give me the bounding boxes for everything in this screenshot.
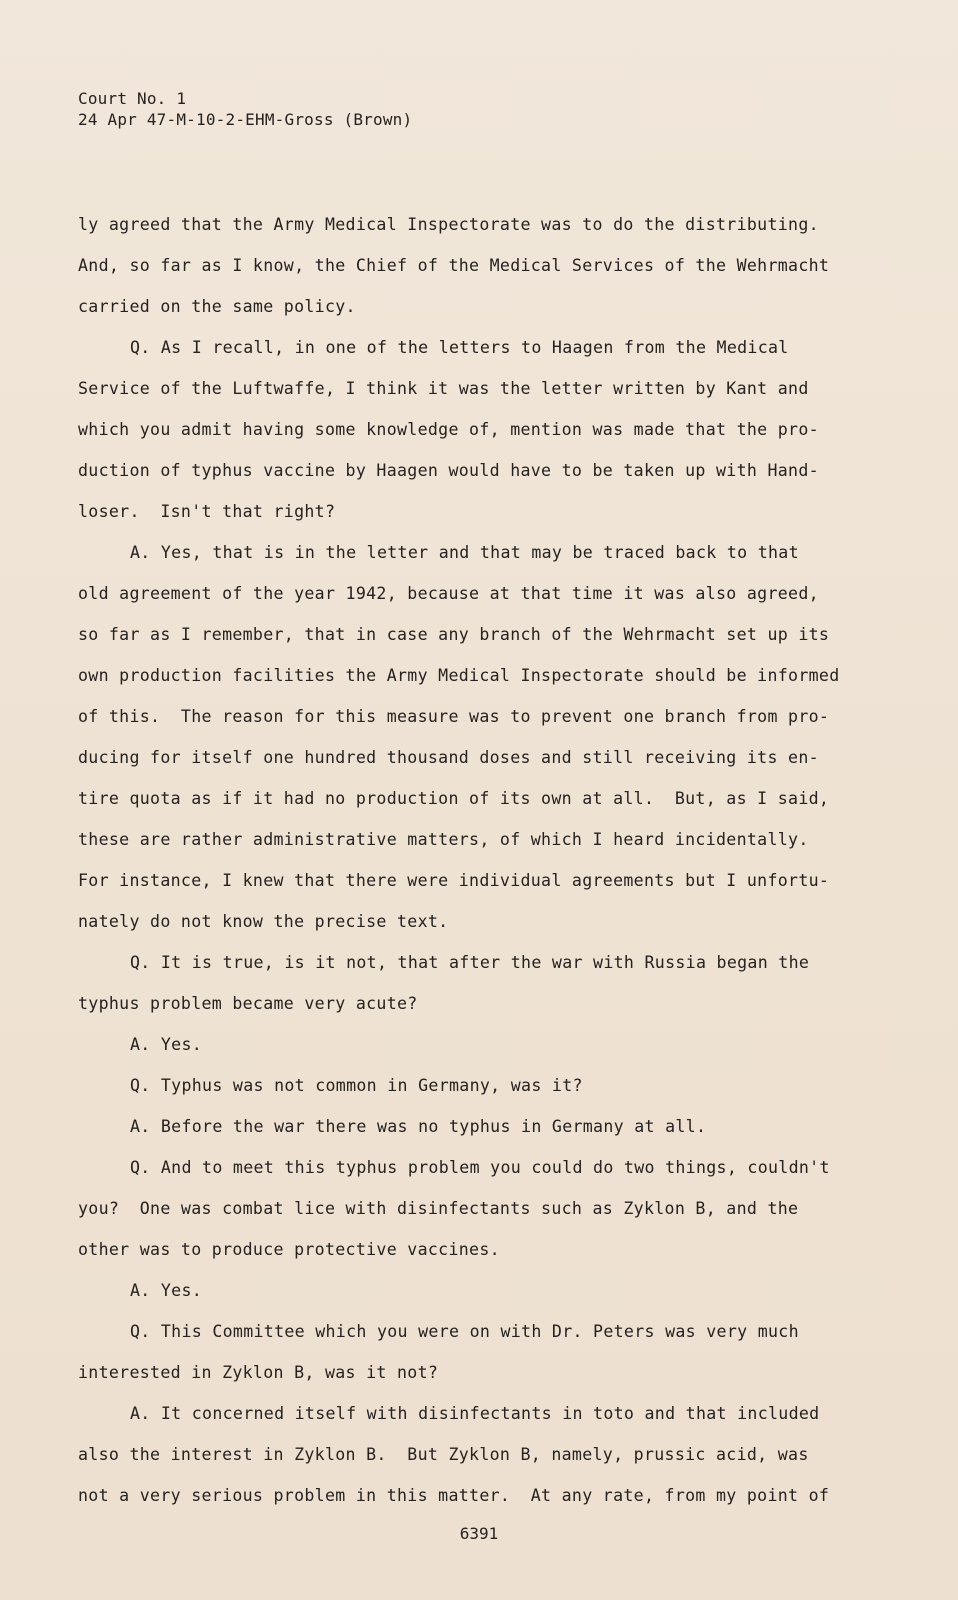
text-line: you? One was combat lice with disinfectants such as Zyklon B, and the [78,1199,799,1218]
text-line: tire quota as if it had no production of its own at all. But, as I said, [78,789,830,808]
text-line: other was to produce protective vaccines. [78,1240,500,1259]
answer-line: A. Before the war there was no typhus in Germany at all. [130,1117,707,1136]
answer-line: A. Yes. [130,1035,203,1054]
text-line: typhus problem became very acute? [78,994,418,1013]
answer-line: A. It concerned itself with disinfectants in toto and that included [130,1404,820,1423]
text-line: own production facilities the Army Medical Inspectorate should be informed [78,666,840,685]
page-number: 6391 [459,1524,499,1543]
text-line: these are rather administrative matters, of which I heard incidentally. [78,830,809,849]
answer-line: A. Yes. [130,1281,203,1300]
text-line: nately do not know the precise text. [78,912,449,931]
text-line: loser. Isn't that right? [78,502,336,521]
text-line: Service of the Luftwaffe, I think it was the letter written by Kant and [78,379,809,398]
answer-line: A. Yes, that is in the letter and that may be traced back to that [130,543,799,562]
question-line: Q. As I recall, in one of the letters to Haagen from the Medical [130,338,789,357]
text-line: interested in Zyklon B, was it not? [78,1363,439,1382]
question-line: Q. And to meet this typhus problem you could do two things, couldn't [130,1158,830,1177]
reference-line: 24 Apr 47-M-10-2-EHM-Gross (Brown) [78,110,413,129]
transcript-body [78,204,848,1516]
document-header [78,88,412,130]
question-line: Q. Typhus was not common in Germany, was it? [130,1076,583,1095]
text-line: old agreement of the year 1942, because at that time it was also agreed, [78,584,819,603]
text-line: And, so far as I know, the Chief of the Medical Services of the Wehrmacht [78,256,830,275]
text-line: duction of typhus vaccine by Haagen would have to be taken up with Hand- [78,461,819,480]
question-line: Q. This Committee which you were on with Dr. Peters was very much [130,1322,799,1341]
text-line: of this. The reason for this measure was to prevent one branch from pro- [78,707,830,726]
court-number: Court No. 1 [78,89,187,108]
text-line: which you admit having some knowledge of, mention was made that the pro- [78,420,819,439]
text-line: ly agreed that the Army Medical Inspectorate was to do the distributing. [78,215,819,234]
text-line: For instance, I knew that there were individual agreements but I unfortu- [78,871,830,890]
text-line: carried on the same policy. [78,297,356,316]
text-line: not a very serious problem in this matter. At any rate, from my point of [78,1486,830,1505]
text-line: so far as I remember, that in case any branch of the Wehrmacht set up its [78,625,830,644]
text-line: ducing for itself one hundred thousand doses and still receiving its en- [78,748,819,767]
text-line: also the interest in Zyklon B. But Zyklon B, namely, prussic acid, was [78,1445,809,1464]
question-line: Q. It is true, is it not, that after the war with Russia began the [130,953,810,972]
